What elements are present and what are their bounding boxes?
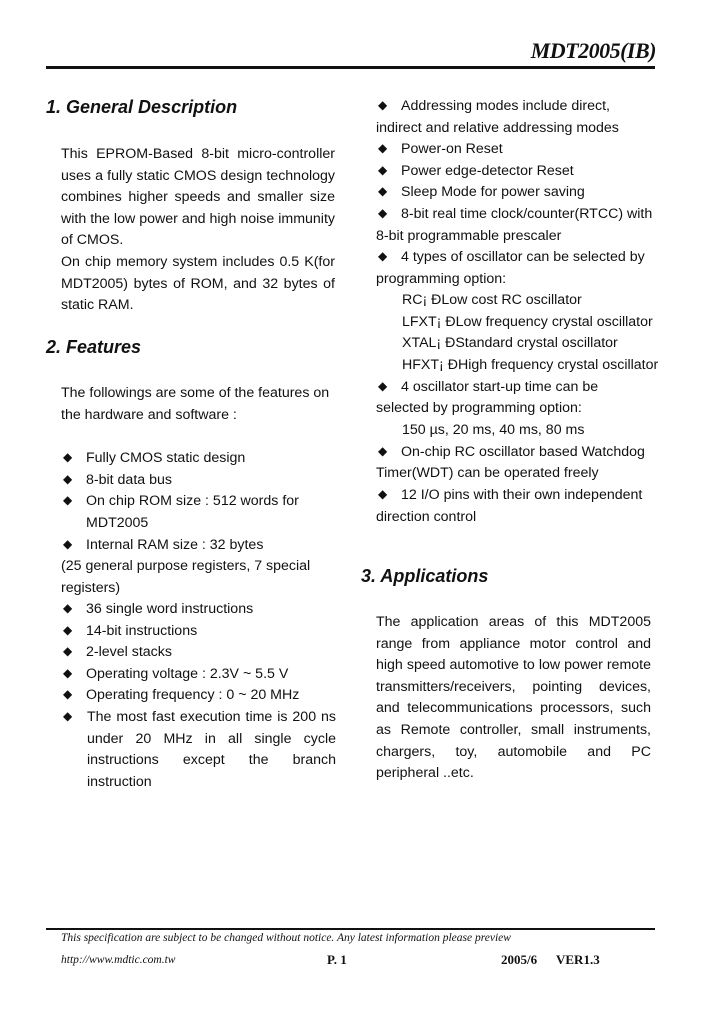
oscillator-option: HFXT¡ ÐHigh frequency crystal oscillator bbox=[402, 357, 659, 373]
footer-url[interactable]: http://www.mdtic.com.tw bbox=[61, 954, 176, 966]
list-item: On chip ROM size : 512 words for bbox=[86, 493, 299, 509]
page-number: P. 1 bbox=[327, 952, 347, 967]
list-item: 4 types of oscillator can be selected by bbox=[401, 249, 645, 265]
text-line: and telecommunications processors, such bbox=[376, 700, 651, 717]
list-item-continuation: instructions except the branch bbox=[87, 752, 336, 768]
bullet-diamond-icon: ◆ bbox=[63, 644, 73, 658]
bullet-diamond-icon: ◆ bbox=[63, 709, 73, 723]
text-line: transmitters/receivers, pointing devices, bbox=[376, 678, 651, 695]
bullet-diamond-icon: ◆ bbox=[63, 472, 73, 486]
list-item: Sleep Mode for power saving bbox=[401, 184, 585, 200]
bullet-diamond-icon: ◆ bbox=[378, 184, 388, 198]
oscillator-option: LFXT¡ ÐLow frequency crystal oscillator bbox=[402, 314, 653, 330]
list-item-continuation: programming option: bbox=[376, 271, 507, 287]
list-item-continuation: under 20 MHz in all single cycle bbox=[87, 731, 336, 747]
list-item-continuation: Timer(WDT) can be operated freely bbox=[376, 465, 599, 481]
list-item-continuation: selected by programming option: bbox=[376, 400, 582, 416]
bullet-diamond-icon: ◆ bbox=[378, 163, 388, 177]
list-item: The most fast execution time is 200 ns bbox=[87, 709, 336, 725]
list-item-continuation: registers) bbox=[61, 580, 121, 596]
features-list-right bbox=[376, 96, 659, 536]
list-item: Internal RAM size : 32 bytes bbox=[86, 537, 264, 553]
section-heading-general: 1. General Description bbox=[46, 97, 238, 117]
bullet-diamond-icon: ◆ bbox=[63, 623, 73, 637]
list-item: Power edge-detector Reset bbox=[401, 163, 574, 179]
list-item: 12 I/O pins with their own independent bbox=[401, 487, 643, 503]
bullet-diamond-icon: ◆ bbox=[378, 379, 388, 393]
list-item: On-chip RC oscillator based Watchdog bbox=[401, 444, 645, 460]
text-line: This EPROM-Based 8-bit micro-controller bbox=[61, 146, 335, 162]
bullet-diamond-icon: ◆ bbox=[378, 249, 388, 263]
list-item: 14-bit instructions bbox=[86, 623, 198, 639]
bullet-diamond-icon: ◆ bbox=[63, 601, 73, 615]
bullet-diamond-icon: ◆ bbox=[63, 666, 73, 680]
bullet-diamond-icon: ◆ bbox=[63, 493, 73, 507]
text-line: chargers, toy, automobile and PC bbox=[376, 743, 651, 760]
list-item-continuation: indirect and relative addressing modes bbox=[376, 120, 619, 136]
startup-times: 150 µs, 20 ms, 40 ms, 80 ms bbox=[402, 422, 585, 438]
list-item-continuation: 8-bit programmable prescaler bbox=[376, 228, 562, 244]
list-item: Power-on Reset bbox=[401, 141, 503, 157]
footer-version: VER1.3 bbox=[556, 952, 600, 967]
list-item-continuation: direction control bbox=[376, 509, 477, 525]
list-item-continuation: (25 general purpose registers, 7 special bbox=[61, 558, 311, 574]
section-heading-features: 2. Features bbox=[46, 337, 142, 357]
general-description-paragraph-1 bbox=[61, 144, 335, 317]
text-line: with the low power and high noise immunity bbox=[61, 210, 335, 227]
features-intro-line: The followings are some of the features on bbox=[61, 385, 330, 401]
applications-paragraph bbox=[376, 612, 651, 785]
list-item: Fully CMOS static design bbox=[86, 450, 246, 466]
list-item-continuation: instruction bbox=[87, 774, 152, 790]
bullet-diamond-icon: ◆ bbox=[378, 444, 388, 458]
bullet-diamond-icon: ◆ bbox=[63, 450, 73, 464]
text-line: as Remote controller, small instruments, bbox=[376, 721, 651, 738]
list-item: 8-bit data bus bbox=[86, 472, 172, 488]
list-item: 8-bit real time clock/counter(RTCC) with bbox=[401, 206, 653, 222]
bullet-diamond-icon: ◆ bbox=[378, 141, 388, 155]
text-line: uses a fully static CMOS design technology bbox=[61, 167, 335, 184]
footer-date: 2005/6 bbox=[501, 952, 538, 967]
text-line: The application areas of this MDT2005 bbox=[376, 614, 651, 630]
header-rule bbox=[46, 66, 655, 69]
oscillator-option: RC¡ ÐLow cost RC oscillator bbox=[402, 292, 582, 308]
bullet-diamond-icon: ◆ bbox=[378, 98, 388, 112]
features-intro-line: the hardware and software : bbox=[61, 407, 237, 423]
bullet-diamond-icon: ◆ bbox=[63, 687, 73, 701]
footer-rule bbox=[46, 928, 655, 930]
text-line: On chip memory system includes 0.5 K(for bbox=[61, 253, 335, 270]
bullet-diamond-icon: ◆ bbox=[378, 206, 388, 220]
bullet-diamond-icon: ◆ bbox=[378, 487, 388, 501]
text-line: combines higher speeds and smaller size bbox=[61, 189, 335, 206]
text-line: high speed automotive to low power remote bbox=[376, 657, 651, 674]
list-item: Addressing modes include direct, bbox=[401, 98, 610, 114]
section-heading-applications: 3. Applications bbox=[361, 566, 489, 586]
oscillator-option: XTAL¡ ÐStandard crystal oscillator bbox=[402, 335, 618, 351]
features-list-left bbox=[61, 448, 336, 798]
text-line: of CMOS. bbox=[61, 232, 124, 249]
list-item: 36 single word instructions bbox=[86, 601, 254, 617]
list-item-continuation: MDT2005 bbox=[86, 515, 149, 531]
text-line: static RAM. bbox=[61, 297, 134, 314]
footer-notice: This specification are subject to be changed without notice. Any latest information please preview bbox=[61, 932, 511, 944]
list-item: 2-level stacks bbox=[86, 644, 172, 660]
text-line: range from appliance motor control and bbox=[376, 635, 651, 652]
list-item: 4 oscillator start-up time can be bbox=[401, 379, 599, 395]
text-line: peripheral ..etc. bbox=[376, 765, 474, 782]
list-item: Operating voltage : 2.3V ~ 5.5 V bbox=[86, 666, 289, 682]
list-item: Operating frequency : 0 ~ 20 MHz bbox=[86, 687, 300, 703]
text-line: MDT2005) bytes of ROM, and 32 bytes of bbox=[61, 275, 335, 292]
bullet-diamond-icon: ◆ bbox=[63, 537, 73, 551]
document-title: MDT2005(IB) bbox=[530, 38, 656, 63]
